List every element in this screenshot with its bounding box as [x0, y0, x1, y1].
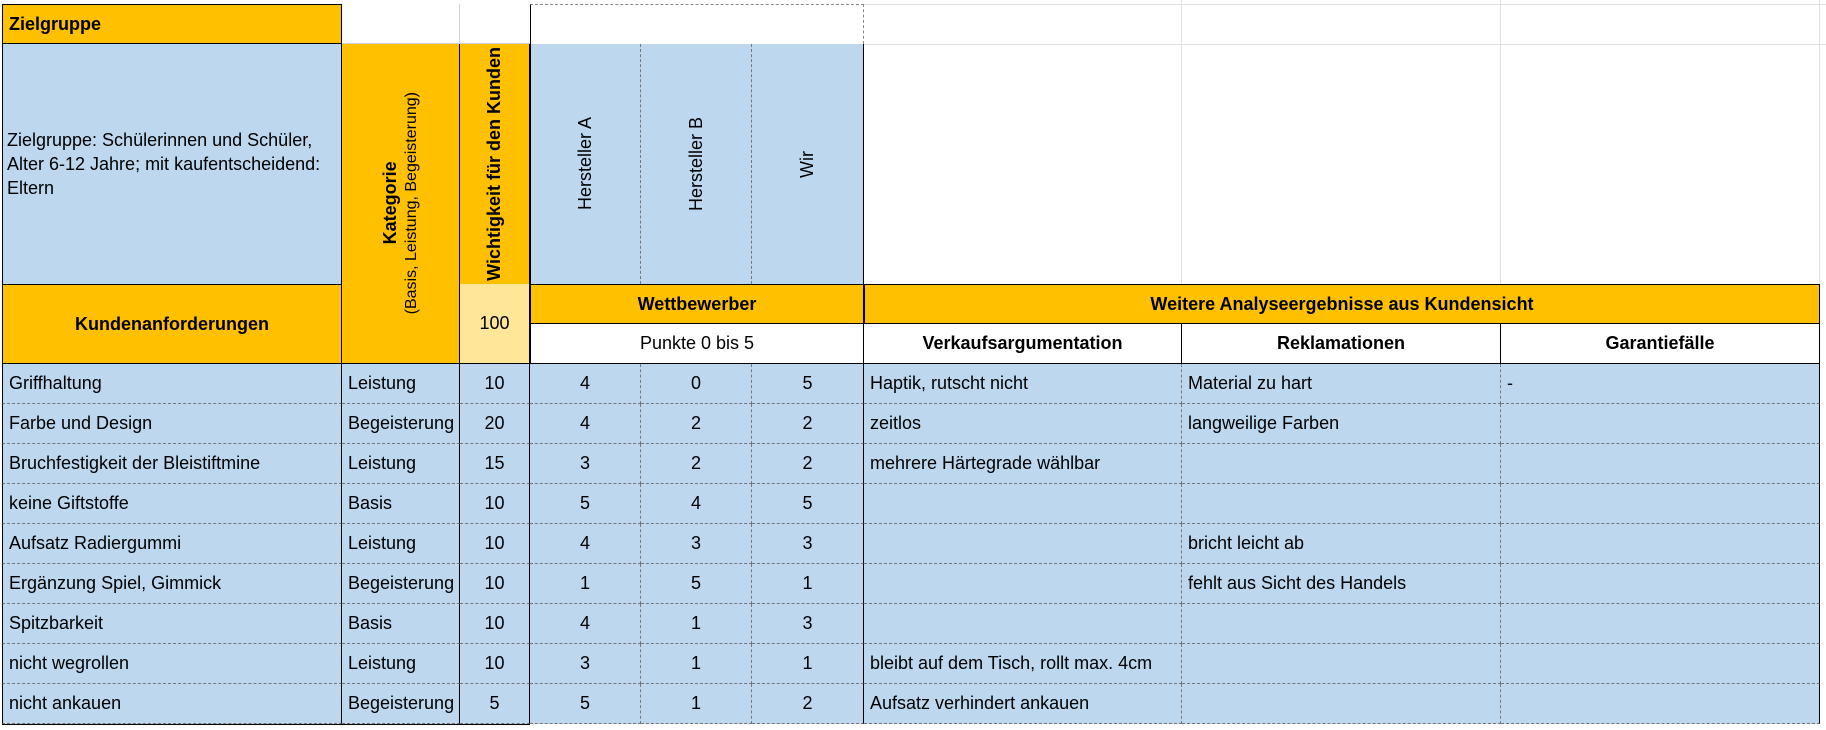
category-cell-text: Basis: [348, 613, 393, 633]
score-hersteller-b-cell[interactable]: [641, 564, 752, 604]
score-hersteller-b-cell[interactable]: [641, 524, 752, 564]
verkaufsargument-cell[interactable]: [864, 644, 1182, 684]
importance-cell[interactable]: [460, 524, 530, 564]
zielgruppe-label-text: Zielgruppe: [9, 13, 102, 34]
importance-cell[interactable]: [460, 484, 530, 524]
reklamationen-header[interactable]: [1182, 324, 1501, 364]
category-cell-text: Begeisterung: [348, 413, 455, 433]
requirement-cell[interactable]: [2, 524, 342, 564]
score-hersteller-a-cell-text: 5: [579, 693, 590, 713]
verkaufsargument-cell-text: mehrere Härtegrade wählbar: [870, 453, 1101, 473]
score-wir-cell[interactable]: [752, 484, 864, 524]
competitor-header-a[interactable]: [530, 44, 641, 284]
reklamationen-header-text: Reklamationen: [1276, 333, 1406, 353]
category-cell[interactable]: [342, 484, 460, 524]
score-hersteller-a-cell-text: 4: [579, 613, 590, 633]
wichtigkeit-header-text: Wichtigkeit für den Kunden: [484, 47, 504, 281]
importance-cell-text: 20: [484, 413, 505, 433]
score-hersteller-a-cell[interactable]: [530, 644, 641, 684]
reklamation-cell-text: fehlt aus Sicht des Handels: [1188, 573, 1407, 593]
category-cell-text: Basis: [348, 493, 393, 513]
score-wir-cell-text: 2: [802, 453, 813, 473]
verkaufsargument-cell[interactable]: [864, 564, 1182, 604]
score-hersteller-b-cell[interactable]: [641, 684, 752, 724]
requirement-cell[interactable]: [2, 364, 342, 404]
score-hersteller-a-cell[interactable]: [530, 564, 641, 604]
requirement-cell-text: Ergänzung Spiel, Gimmick: [9, 573, 222, 593]
garantiefall-cell[interactable]: [1501, 364, 1820, 404]
score-hersteller-a-cell[interactable]: [530, 604, 641, 644]
score-hersteller-b-cell-text: 5: [690, 573, 701, 593]
importance-cell[interactable]: [460, 604, 530, 644]
reklamation-cell[interactable]: [1182, 524, 1501, 564]
garantiefall-cell-text: -: [1507, 373, 1513, 393]
verkaufsargument-cell[interactable]: [864, 364, 1182, 404]
empty-cell[interactable]: [342, 4, 460, 44]
score-wir-cell-text: 2: [802, 413, 813, 433]
reklamation-cell[interactable]: [1182, 564, 1501, 604]
reklamation-cell-text: Material zu hart: [1188, 373, 1313, 393]
score-hersteller-b-cell-text: 1: [690, 693, 701, 713]
kundenanforderungen-header-text: Kundenanforderungen: [75, 313, 269, 334]
category-cell[interactable]: [342, 524, 460, 564]
competitor-header-b[interactable]: [641, 44, 752, 284]
kundenanforderungen-header[interactable]: [2, 284, 342, 364]
importance-cell-text: 10: [484, 573, 505, 593]
importance-cell[interactable]: [460, 644, 530, 684]
score-hersteller-a-cell-text: 4: [579, 533, 590, 553]
requirement-cell[interactable]: [2, 684, 342, 724]
score-hersteller-a-cell[interactable]: [530, 684, 641, 724]
verkaufsargument-cell[interactable]: [864, 684, 1182, 724]
requirement-cell-text: Griffhaltung: [9, 373, 102, 393]
score-hersteller-a-cell[interactable]: [530, 484, 641, 524]
score-wir-cell-text: 1: [802, 653, 813, 673]
score-wir-cell[interactable]: [752, 604, 864, 644]
importance-cell-text: 10: [484, 533, 505, 553]
reklamation-cell-text: langweilige Farben: [1188, 413, 1340, 433]
garantie-header[interactable]: [1501, 324, 1820, 364]
score-wir-cell[interactable]: [752, 644, 864, 684]
competitor-header-a-text: Hersteller A: [575, 117, 595, 211]
requirement-cell-text: keine Giftstoffe: [9, 493, 129, 513]
requirement-cell-text: Aufsatz Radiergummi: [9, 533, 182, 553]
verkaufsargument-cell[interactable]: [864, 604, 1182, 644]
reklamation-cell[interactable]: [1182, 484, 1501, 524]
wichtigkeit-total[interactable]: [460, 284, 530, 364]
kategorie-header-subtitle: (Basis, Leistung, Begeisterung): [402, 92, 420, 315]
garantiefall-cell[interactable]: [1501, 444, 1820, 484]
requirement-cell[interactable]: [2, 604, 342, 644]
score-hersteller-b-cell-text: 1: [690, 613, 701, 633]
garantiefall-cell[interactable]: [1501, 644, 1820, 684]
score-hersteller-b-cell[interactable]: [641, 404, 752, 444]
importance-cell[interactable]: [460, 364, 530, 404]
verkauf-header-text: Verkaufsargumentation: [922, 333, 1123, 353]
score-wir-cell-text: 3: [802, 533, 813, 553]
reklamation-cell[interactable]: [1182, 404, 1501, 444]
score-wir-cell-text: 5: [802, 373, 813, 393]
verkaufsargument-cell[interactable]: [864, 444, 1182, 484]
reklamation-cell[interactable]: [1182, 444, 1501, 484]
score-wir-cell-text: 2: [802, 693, 813, 713]
importance-cell[interactable]: [460, 444, 530, 484]
zielgruppe-description-text: Zielgruppe: Schülerinnen und Schüler, Alter 6-12 Jahre; mit kaufentscheidend: Eltern: [7, 130, 321, 198]
garantiefall-cell[interactable]: [1501, 484, 1820, 524]
reklamation-cell[interactable]: [1182, 604, 1501, 644]
garantiefall-cell[interactable]: [1501, 524, 1820, 564]
importance-cell-text: 10: [484, 653, 505, 673]
score-wir-cell-text: 1: [802, 573, 813, 593]
garantiefall-cell[interactable]: [1501, 684, 1820, 724]
competitor-header-wir-text: Wir: [797, 150, 817, 178]
competitor-header-b-text: Hersteller B: [685, 116, 706, 212]
reklamation-cell[interactable]: [1182, 684, 1501, 724]
importance-cell[interactable]: [460, 404, 530, 444]
category-cell[interactable]: [342, 364, 460, 404]
kategorie-header[interactable]: [342, 44, 460, 364]
score-hersteller-a-cell[interactable]: [530, 364, 641, 404]
verkaufsargument-cell-text: Haptik, rutscht nicht: [870, 373, 1029, 393]
importance-cell-text: 5: [489, 693, 500, 713]
requirement-cell-text: nicht ankauen: [9, 693, 122, 713]
competitor-header-wir[interactable]: [752, 44, 864, 284]
reklamation-cell-text: bricht leicht ab: [1188, 533, 1305, 553]
score-wir-cell[interactable]: [752, 524, 864, 564]
garantiefall-cell[interactable]: [1501, 564, 1820, 604]
score-wir-cell[interactable]: [752, 564, 864, 604]
requirement-cell[interactable]: [2, 644, 342, 684]
category-cell-text: Begeisterung: [348, 573, 455, 593]
score-hersteller-b-cell-text: 1: [690, 653, 701, 673]
garantie-header-text: Garantiefälle: [1605, 333, 1715, 353]
score-hersteller-a-cell-text: 4: [579, 373, 590, 393]
verkaufsargument-cell[interactable]: [864, 524, 1182, 564]
score-wir-cell[interactable]: [752, 404, 864, 444]
requirement-cell[interactable]: [2, 444, 342, 484]
importance-cell-text: 10: [484, 373, 505, 393]
category-cell-text: Begeisterung: [348, 693, 455, 713]
requirement-cell-text: Bruchfestigkeit der Bleistiftmine: [9, 453, 261, 473]
score-hersteller-a-cell-text: 4: [579, 413, 590, 433]
requirement-cell[interactable]: [2, 404, 342, 444]
importance-cell[interactable]: [460, 684, 530, 724]
score-hersteller-a-cell-text: 1: [579, 573, 590, 593]
importance-cell[interactable]: [460, 564, 530, 604]
score-hersteller-b-cell[interactable]: [641, 444, 752, 484]
score-hersteller-b-cell[interactable]: [641, 484, 752, 524]
zielgruppe-label[interactable]: [2, 4, 342, 44]
garantiefall-cell[interactable]: [1501, 404, 1820, 444]
score-hersteller-a-cell-text: 3: [579, 453, 590, 473]
punkte-label[interactable]: [530, 324, 864, 364]
category-cell[interactable]: [342, 604, 460, 644]
importance-cell-text: 10: [484, 613, 505, 633]
score-hersteller-a-cell-text: 3: [579, 653, 590, 673]
score-hersteller-b-cell-text: 2: [690, 413, 701, 433]
score-hersteller-b-cell-text: 3: [690, 533, 701, 553]
importance-cell-text: 10: [484, 493, 505, 513]
score-wir-cell[interactable]: [752, 364, 864, 404]
garantiefall-cell[interactable]: [1501, 604, 1820, 644]
score-wir-cell-text: 5: [802, 493, 813, 513]
score-hersteller-a-cell[interactable]: [530, 404, 641, 444]
requirement-cell-text: Spitzbarkeit: [9, 613, 104, 633]
verkaufsargument-cell[interactable]: [864, 404, 1182, 444]
importance-cell-text: 15: [484, 453, 505, 473]
weitere-analyse-header-text: Weitere Analyseergebnisse aus Kundensicht: [1150, 293, 1534, 314]
empty-cell[interactable]: [530, 4, 864, 44]
requirement-cell[interactable]: [2, 484, 342, 524]
category-cell[interactable]: [342, 564, 460, 604]
score-hersteller-b-cell[interactable]: [641, 604, 752, 644]
verkauf-header[interactable]: [864, 324, 1182, 364]
score-hersteller-b-cell-text: 4: [690, 493, 701, 513]
verkaufsargument-cell[interactable]: [864, 484, 1182, 524]
requirement-cell-text: Farbe und Design: [9, 413, 153, 433]
zielgruppe-description[interactable]: [2, 44, 342, 284]
kategorie-header-title: Kategorie: [379, 161, 400, 246]
requirement-cell[interactable]: [2, 564, 342, 604]
category-cell[interactable]: [342, 404, 460, 444]
wichtigkeit-header[interactable]: [460, 44, 530, 284]
category-cell-text: Leistung: [348, 453, 417, 473]
score-wir-cell[interactable]: [752, 444, 864, 484]
verkaufsargument-cell-text: zeitlos: [870, 413, 922, 433]
weitere-analyse-header[interactable]: [864, 284, 1820, 324]
verkaufsargument-cell-text: Aufsatz verhindert ankauen: [870, 693, 1090, 713]
score-hersteller-b-cell[interactable]: [641, 644, 752, 684]
score-hersteller-b-cell-text: 0: [690, 373, 701, 393]
score-hersteller-a-cell-text: 5: [579, 493, 590, 513]
score-hersteller-b-cell-text: 2: [690, 453, 701, 473]
punkte-label-text: Punkte 0 bis 5: [639, 333, 755, 353]
category-cell[interactable]: [342, 684, 460, 724]
score-wir-cell[interactable]: [752, 684, 864, 724]
score-wir-cell-text: 3: [802, 613, 813, 633]
empty-cell[interactable]: [460, 4, 530, 44]
reklamation-cell[interactable]: [1182, 364, 1501, 404]
wettbewerber-header-text: Wettbewerber: [637, 293, 757, 314]
score-hersteller-a-cell[interactable]: [530, 524, 641, 564]
wichtigkeit-total-value: 100: [479, 313, 510, 333]
score-hersteller-b-cell[interactable]: [641, 364, 752, 404]
category-cell-text: Leistung: [348, 373, 417, 393]
verkaufsargument-cell-text: bleibt auf dem Tisch, rollt max. 4cm: [870, 653, 1153, 673]
score-hersteller-a-cell[interactable]: [530, 444, 641, 484]
category-cell[interactable]: [342, 644, 460, 684]
requirement-cell-text: nicht wegrollen: [9, 653, 130, 673]
category-cell-text: Leistung: [348, 533, 417, 553]
wettbewerber-header[interactable]: [530, 284, 864, 324]
category-cell-text: Leistung: [348, 653, 417, 673]
reklamation-cell[interactable]: [1182, 644, 1501, 684]
category-cell[interactable]: [342, 444, 460, 484]
